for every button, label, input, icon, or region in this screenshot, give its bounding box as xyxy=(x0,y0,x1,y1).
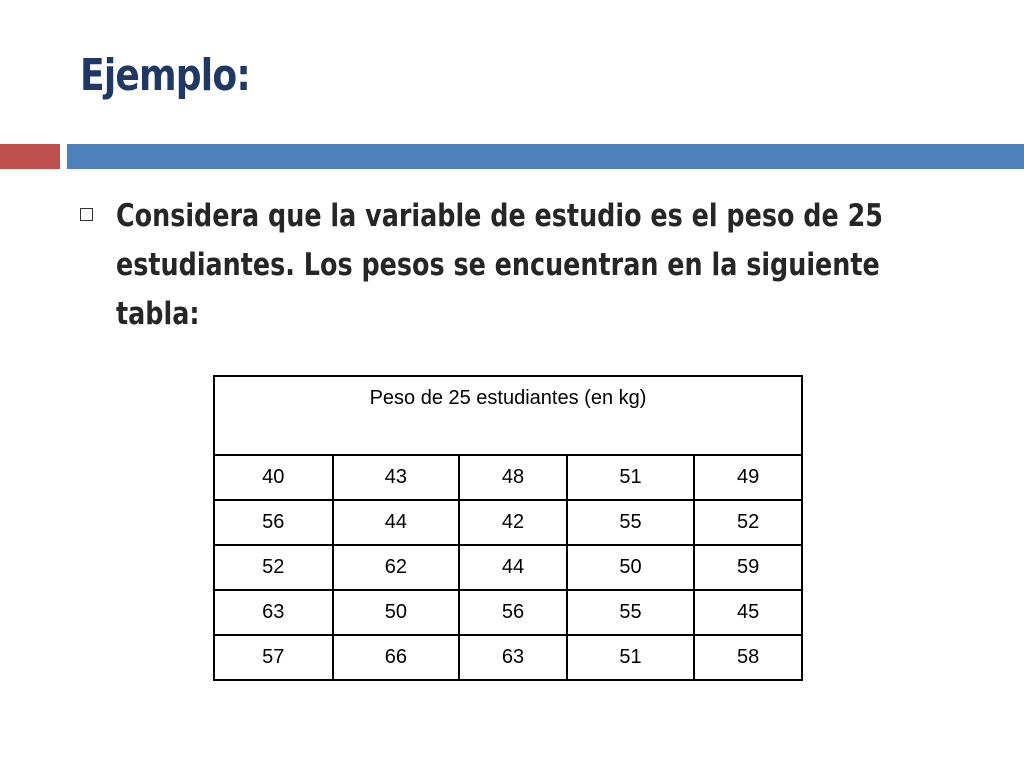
accent-bar-left xyxy=(0,144,60,169)
table-cell: 62 xyxy=(333,545,460,590)
table-cell: 63 xyxy=(459,635,567,680)
table-cell: 63 xyxy=(214,590,333,635)
table-row xyxy=(214,635,802,680)
table-cell: 40 xyxy=(214,455,333,500)
table-header: Peso de 25 estudiantes (en kg) xyxy=(214,376,802,455)
table-cell: 56 xyxy=(214,500,333,545)
table-cell: 59 xyxy=(694,545,802,590)
table-cell: 56 xyxy=(459,590,567,635)
table-row xyxy=(214,500,802,545)
table-cell: 43 xyxy=(333,455,460,500)
table-cell: 50 xyxy=(333,590,460,635)
accent-bar-right xyxy=(67,144,1024,169)
table-cell: 45 xyxy=(694,590,802,635)
table-row xyxy=(214,455,802,500)
table-cell: 49 xyxy=(694,455,802,500)
table-cell: 52 xyxy=(694,500,802,545)
table-cell: 55 xyxy=(567,500,695,545)
table-cell: 51 xyxy=(567,635,695,680)
table-cell: 58 xyxy=(694,635,802,680)
table-cell: 44 xyxy=(459,545,567,590)
table-cell: 48 xyxy=(459,455,567,500)
table-cell: 50 xyxy=(567,545,695,590)
slide-title: Ejemplo: xyxy=(80,50,250,101)
square-bullet-icon xyxy=(80,208,93,221)
table-cell: 42 xyxy=(459,500,567,545)
table-row xyxy=(214,590,802,635)
table-cell: 57 xyxy=(214,635,333,680)
table-cell: 66 xyxy=(333,635,460,680)
table-row xyxy=(214,545,802,590)
table-cell: 55 xyxy=(567,590,695,635)
table-header-row xyxy=(214,376,802,455)
table-cell: 44 xyxy=(333,500,460,545)
bullet-text: Considera que la variable de estudio es el peso de 25 estudiantes. Los pesos se encuentran en la siguiente tabla: xyxy=(116,198,883,332)
table-cell: 52 xyxy=(214,545,333,590)
table-cell: 51 xyxy=(567,455,695,500)
weights-table xyxy=(213,375,803,681)
